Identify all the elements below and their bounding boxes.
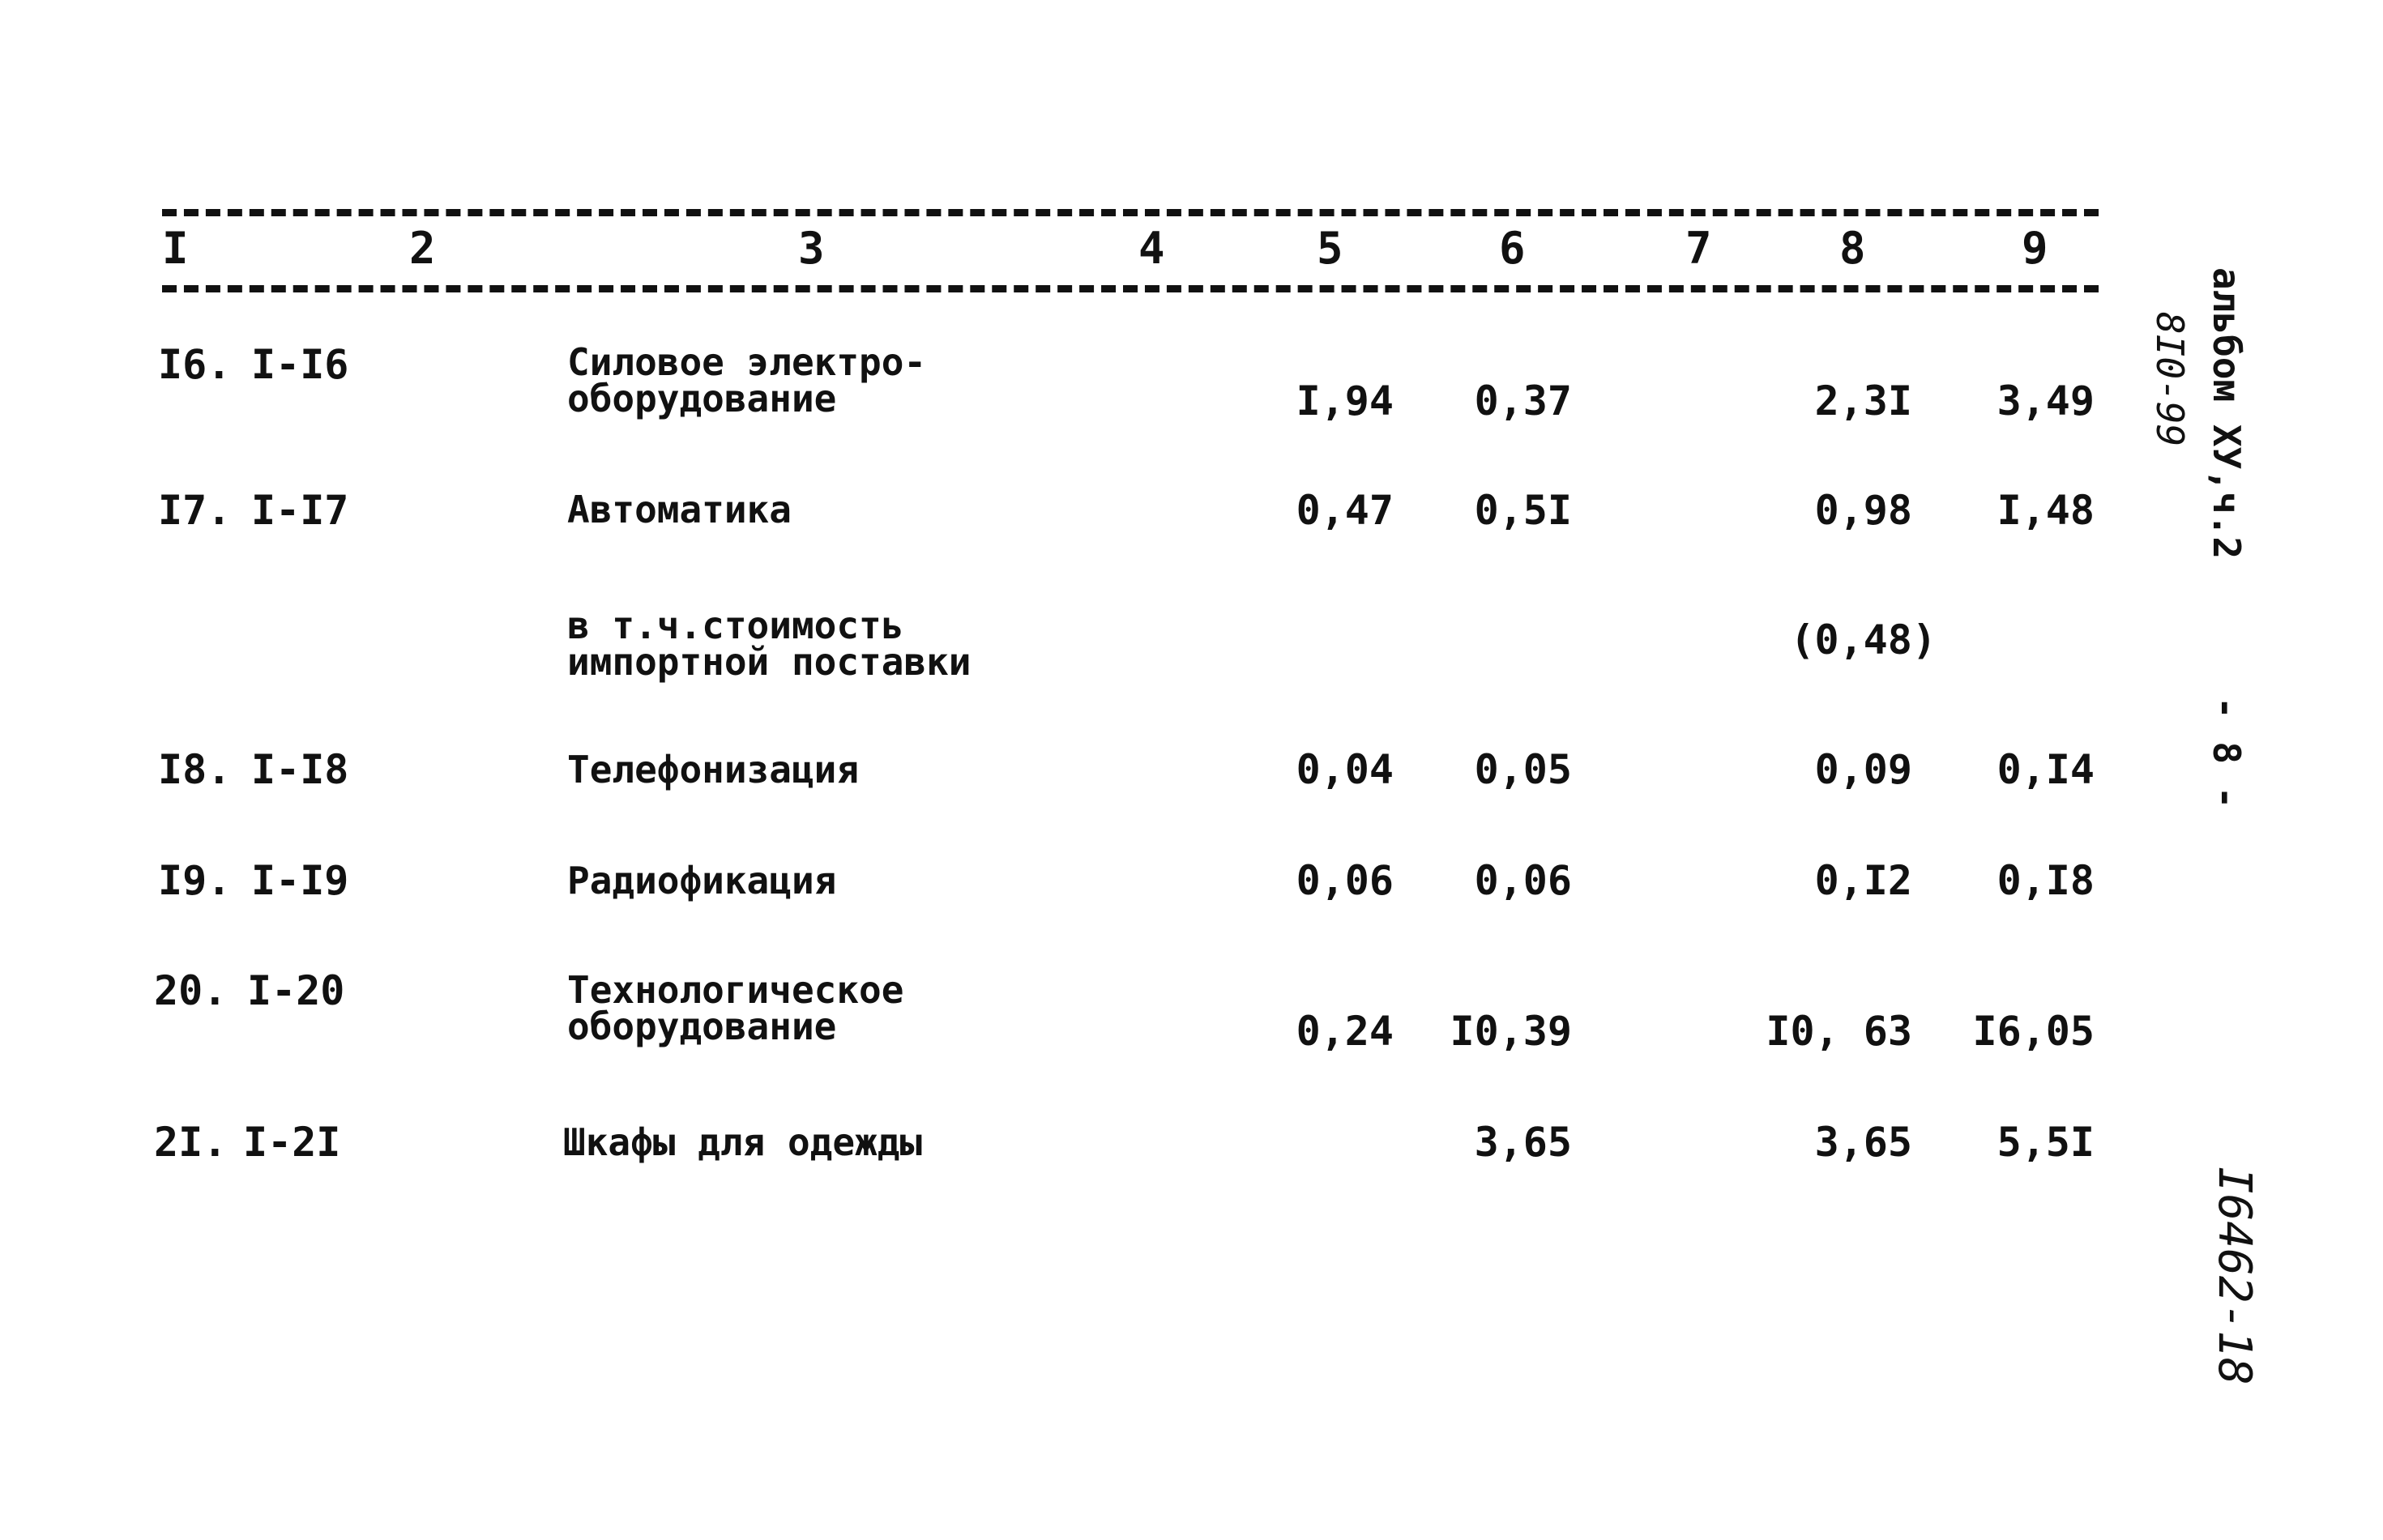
row-number: 2I. bbox=[154, 1119, 228, 1166]
header-top-rule bbox=[162, 209, 2099, 216]
row-col-8: 0,98 bbox=[1814, 487, 1912, 534]
series-label: 8I0-99 bbox=[2148, 312, 2192, 447]
row-col-8: 3,65 bbox=[1814, 1119, 1912, 1166]
header-col-3: 3 bbox=[798, 223, 825, 274]
row-code: I-I7 bbox=[251, 487, 349, 534]
row-code: I-I8 bbox=[251, 746, 349, 793]
row-description-line: Телефонизация bbox=[567, 748, 860, 791]
row-code: I-20 bbox=[247, 967, 345, 1014]
header-col-6: 6 bbox=[1499, 223, 1526, 274]
row-col-9: 0,I8 bbox=[1997, 857, 2095, 904]
row-col-6: 0,05 bbox=[1474, 746, 1572, 793]
header-col-1: I bbox=[162, 223, 189, 274]
row-col-5: 0,04 bbox=[1296, 746, 1394, 793]
row-col-6: I0,39 bbox=[1450, 1008, 1572, 1055]
row-description-line: Автоматика bbox=[567, 488, 792, 531]
row-code: I-I9 bbox=[251, 857, 349, 904]
header-bottom-rule bbox=[162, 285, 2099, 292]
row-description-line: импортной поставки bbox=[567, 640, 972, 684]
row-col-5: 0,47 bbox=[1296, 487, 1394, 534]
row-col-6: 0,06 bbox=[1474, 857, 1572, 904]
row-col-8: I0, 63 bbox=[1766, 1008, 1912, 1055]
row-code: I-2I bbox=[243, 1119, 341, 1166]
row-code: I-I6 bbox=[251, 341, 349, 388]
row-col-9: 0,I4 bbox=[1997, 746, 2095, 793]
row-col-5: 0,24 bbox=[1296, 1008, 1394, 1055]
row-description-line: Радиофикация bbox=[567, 859, 837, 902]
row-description-line: в т.ч.стоимость bbox=[567, 604, 904, 647]
document-number: I6462-18 bbox=[2208, 1167, 2261, 1385]
row-col-5: 0,06 bbox=[1296, 857, 1394, 904]
row-description-line: оборудование bbox=[567, 377, 837, 420]
row-col-6: 0,37 bbox=[1474, 378, 1572, 424]
row-col-6: 0,5I bbox=[1474, 487, 1572, 534]
row-col-5: I,94 bbox=[1296, 378, 1394, 424]
row-col-8: (0,48) bbox=[1790, 616, 1937, 663]
row-col-9: 5,5I bbox=[1997, 1119, 2095, 1166]
row-number: I8. bbox=[158, 746, 232, 793]
row-number: I6. bbox=[158, 341, 232, 388]
row-number: I7. bbox=[158, 487, 232, 534]
header-col-2: 2 bbox=[409, 223, 436, 274]
header-col-4: 4 bbox=[1138, 223, 1165, 274]
row-col-8: 2,3I bbox=[1814, 378, 1912, 424]
row-col-6: 3,65 bbox=[1474, 1119, 1572, 1166]
header-col-8: 8 bbox=[1839, 223, 1866, 274]
page-number: - 8 - bbox=[2205, 697, 2248, 809]
header-col-5: 5 bbox=[1317, 223, 1343, 274]
row-col-8: 0,I2 bbox=[1814, 857, 1912, 904]
row-col-9: I6,05 bbox=[1972, 1008, 2095, 1055]
row-description-line: Шкафы для одежды bbox=[563, 1120, 923, 1164]
row-col-9: 3,49 bbox=[1997, 378, 2095, 424]
row-description-line: Силовое электро- bbox=[567, 340, 927, 384]
header-col-9: 9 bbox=[2022, 223, 2048, 274]
row-number: 20. bbox=[154, 967, 228, 1014]
row-description-line: оборудование bbox=[567, 1005, 837, 1048]
album-label: альбом ХУ,ч.2 bbox=[2205, 267, 2248, 560]
header-col-7: 7 bbox=[1685, 223, 1712, 274]
row-number: I9. bbox=[158, 857, 232, 904]
row-col-8: 0,09 bbox=[1814, 746, 1912, 793]
row-col-9: I,48 bbox=[1997, 487, 2095, 534]
row-description-line: Технологическое bbox=[567, 968, 904, 1012]
